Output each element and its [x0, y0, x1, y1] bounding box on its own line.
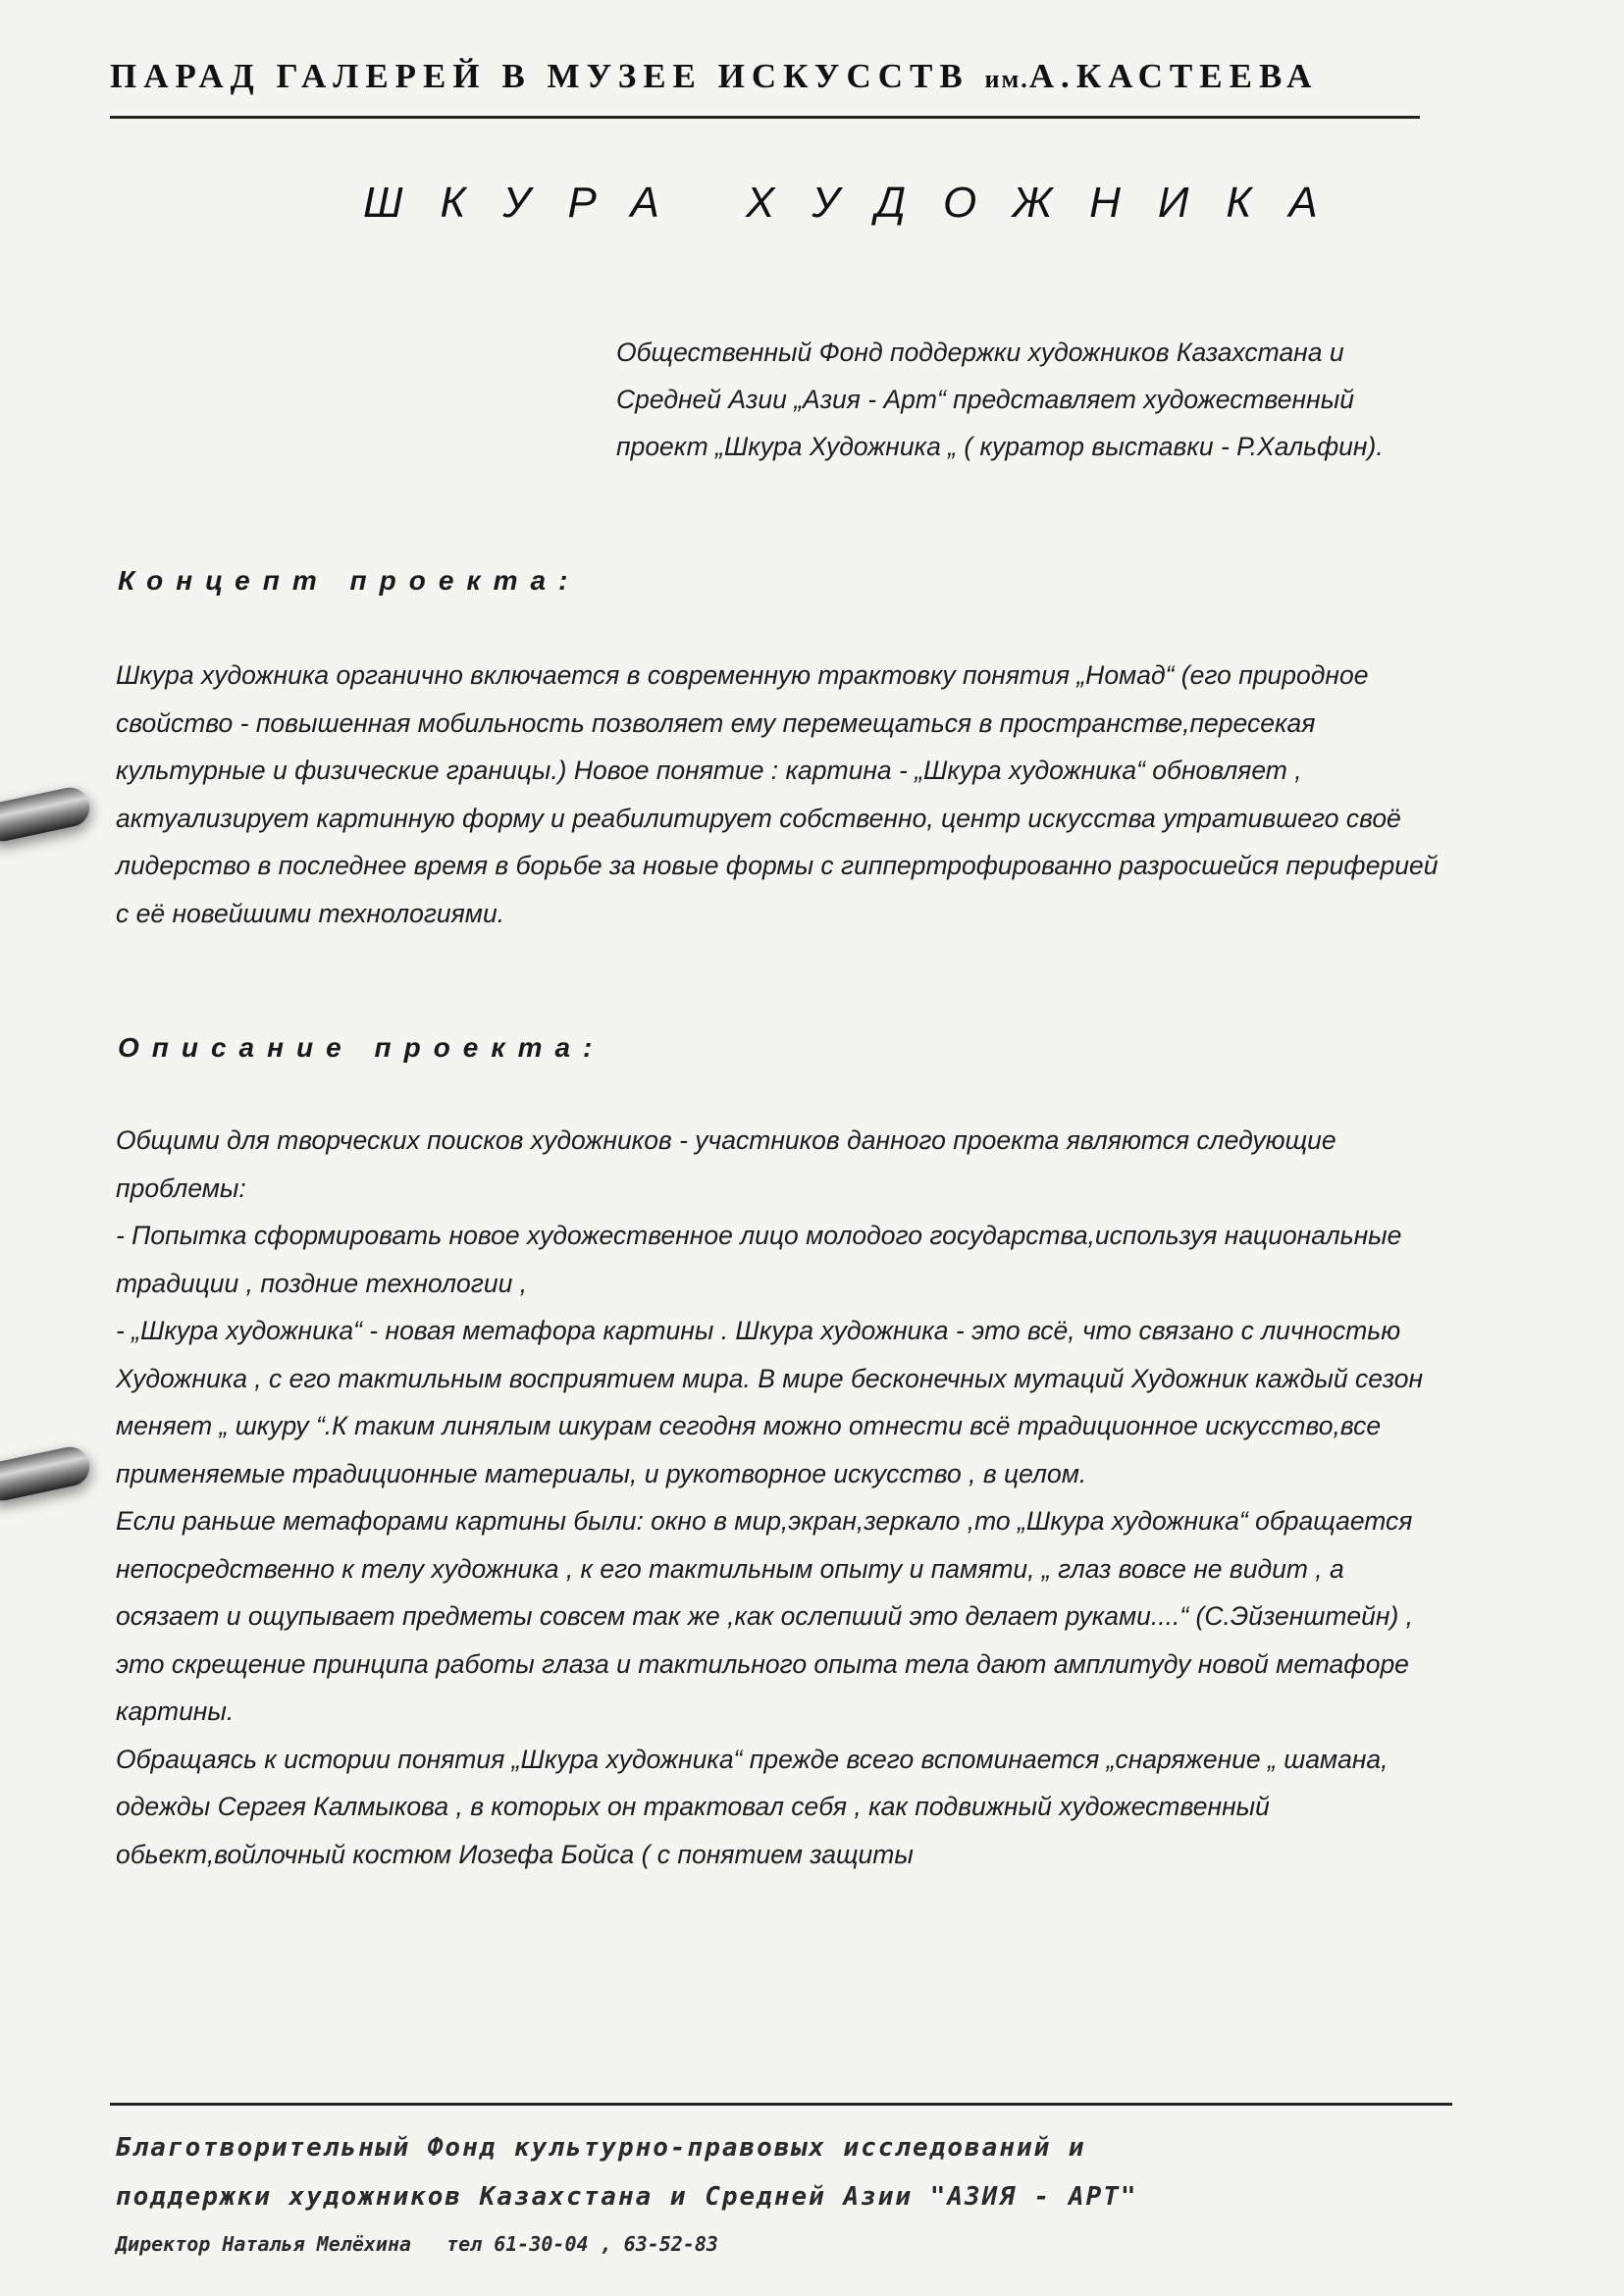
concept-heading: Концепт проекта:: [118, 565, 581, 596]
description-paragraph: Общими для творческих поисков художников - участников данного проекта являются следующие проблемы:: [116, 1125, 1336, 1203]
concept-text: Шкура художника органично включается в современную трактовку понятия „Номад“ (его природное свойство - повышенная мобильность позволяет ему перемещаться в пространстве,пересекая культурные и физические границы.) Новое понятие : картина - „Шкура художника“ обновляет , актуализирует картинную форму и реабилитирует собственно, центр искусства утратившего своё лидерство в последнее время в борьбе за новые формы с гиппертрофированно разросшейся периферией с её новейшими технологиями.: [116, 660, 1439, 928]
header-name-prefix: им.: [984, 65, 1029, 93]
header-main: ПАРАД ГАЛЕРЕЙ В МУЗЕЕ ИСКУССТВ: [110, 57, 969, 95]
description-text: [116, 1117, 1442, 1878]
binder-ring-icon: [0, 784, 93, 845]
document-title: ШКУРА ХУДОЖНИКА: [363, 179, 1355, 227]
footer-director: Директор Наталья Мелёхина: [116, 2232, 412, 2256]
description-heading: Описание проекта:: [118, 1032, 605, 1063]
footer-phone: тел 61-30-04 , 63-52-83: [446, 2232, 718, 2256]
footer-contacts: [116, 2232, 1460, 2256]
binder-ring-icon: [0, 1443, 93, 1504]
header-museum-name: А.КАСТЕЕВА: [1028, 57, 1319, 95]
description-paragraph: Обращаясь к истории понятия „Шкура художника“ прежде всего вспоминается „снаряжение „ шамана, одежды Сергея Калмыкова , в которых он трактовал себя , как подвижный художественный обьект,войлочный костюм Иозефа Бойса ( с понятием защиты: [116, 1744, 1388, 1869]
description-paragraph: - „Шкура художника“ - новая метафора картины . Шкура художника - это всё, что связано с личностью Художника , с его тактильным восприятием мира. В мире бесконечных мутаций Художник каждый сезон меняет „ шкуру “.К таким линялым шкурам сегодня можно отнести всё традиционное искусство,все применяемые традиционные материалы, и рукотворное искусство , в целом.: [116, 1316, 1424, 1488]
footer-line-2: поддержки художников Казахстана и Средней Азии "АЗИЯ - АРТ": [116, 2182, 1138, 2212]
intro-paragraph: Общественный Фонд поддержки художников Казахстана и Средней Азии „Азия - Арт“ представляет художественный проект „Шкура Художника „ ( куратор выставки - Р.Хальфин).: [616, 338, 1384, 461]
description-paragraph: Если раньше метафорами картины были: окно в мир,экран,зеркало ,то „Шкура художника“ обращается непосредственно к телу художника , к его тактильным опыту и памяти, „ глаз вовсе не видит , а осязает и ощупывает предметы совсем так же ,как ослепший это делает руками....“ (С.Эйзенштейн) , это скрещение принципа работы глаза и тактильного опыта тела дают амплитуду новой метафоре картины.: [116, 1506, 1414, 1726]
page-header: [110, 57, 1420, 96]
footer-divider: [110, 2103, 1452, 2106]
description-paragraph: - Попытка сформировать новое художественное лицо молодого государства,используя национальные традиции , поздние технологии ,: [116, 1221, 1402, 1298]
footer-line-1: Благотворительный Фонд культурно-правовых исследований и: [116, 2133, 1086, 2163]
header-divider: [110, 116, 1420, 119]
